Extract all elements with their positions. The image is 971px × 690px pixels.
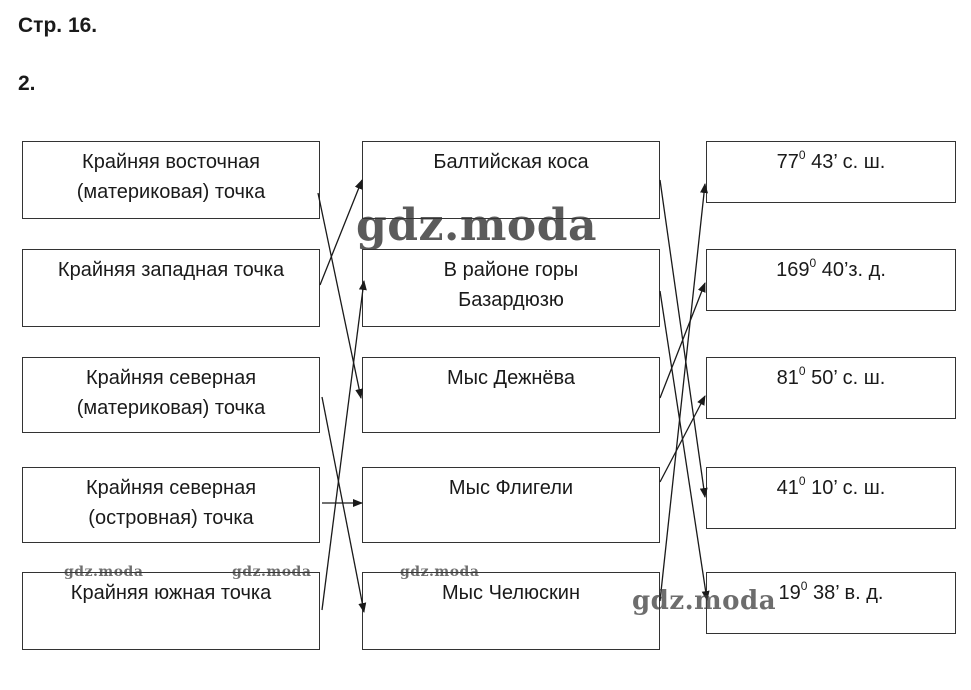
box-line: Крайняя южная точка — [70, 582, 272, 604]
coord-degrees: 81 — [776, 367, 799, 389]
coordinate-text — [707, 147, 955, 177]
watermark-small: gdz.moda — [64, 564, 144, 580]
task-number: 2. — [18, 72, 36, 95]
right-box-coord-3 — [706, 357, 956, 419]
arrow-west-to-baltic — [320, 180, 362, 285]
coord-minutes: 10’ с. ш. — [805, 477, 886, 499]
box-line: Крайняя западная точка — [57, 259, 285, 281]
right-box-coord-5 — [706, 572, 956, 634]
coord-degree-mark: 0 — [798, 364, 806, 378]
coord-minutes: 38’ в. д. — [807, 582, 884, 604]
coordinate-text — [707, 363, 955, 393]
coordinate-text — [707, 473, 955, 503]
coord-degree-mark: 0 — [809, 256, 817, 270]
coord-minutes: 43’ с. ш. — [805, 151, 886, 173]
coord-degrees: 169 — [776, 259, 810, 281]
middle-box-fligeli — [362, 467, 660, 543]
middle-box-chelyuskin — [362, 572, 660, 650]
coord-degree-mark: 0 — [800, 579, 808, 593]
box-line: Крайняя северная — [85, 477, 257, 499]
arrow-east-to-dezhnev — [318, 193, 361, 398]
box-line: Базардюзю — [458, 289, 564, 311]
right-box-coord-4 — [706, 467, 956, 529]
box-line: (материковая) точка — [76, 181, 266, 203]
arrow-chelyuskin-to-coord1 — [660, 184, 705, 601]
middle-box-baltic-spit — [362, 141, 660, 219]
middle-box-dezhnev — [362, 357, 660, 433]
page-reference: Стр. 16. — [18, 14, 98, 37]
watermark-small: gdz.moda — [400, 564, 480, 580]
arrow-dezhnev-to-coord2 — [660, 283, 705, 398]
coord-degree-mark: 0 — [798, 148, 806, 162]
box-line: Мыс Челюскин — [441, 582, 581, 604]
arrow-bazarduzu-to-coord5 — [660, 291, 707, 600]
arrow-south-to-bazarduzu — [322, 281, 364, 610]
coord-minutes: 50’ с. ш. — [805, 367, 886, 389]
right-box-coord-2 — [706, 249, 956, 311]
coord-minutes: 40’з. д. — [816, 259, 886, 281]
right-box-coord-1 — [706, 141, 956, 203]
coord-degrees: 19 — [778, 582, 801, 604]
left-box-west — [22, 249, 320, 327]
watermark-small: gdz.moda — [232, 564, 312, 580]
box-line: Мыс Дежнёва — [446, 367, 576, 389]
left-box-north-island — [22, 467, 320, 543]
coord-degree-mark: 0 — [798, 474, 806, 488]
box-line: (островная) точка — [88, 507, 254, 529]
watermark-large: gdz.moda — [356, 200, 598, 251]
coordinate-text — [707, 578, 955, 608]
box-line: Балтийская коса — [433, 151, 589, 173]
watermark-medium: gdz.moda — [632, 586, 777, 616]
left-box-east — [22, 141, 320, 219]
arrow-baltic-to-coord4 — [660, 180, 705, 497]
box-line: (материковая) точка — [76, 397, 266, 419]
arrow-fligeli-to-coord3 — [660, 396, 705, 482]
arrow-northmain-to-chelyuskin — [322, 397, 364, 612]
box-line: В районе горы — [443, 259, 579, 281]
coord-degrees: 77 — [776, 151, 799, 173]
box-line: Крайняя северная — [85, 367, 257, 389]
coord-degrees: 41 — [776, 477, 799, 499]
box-line: Крайняя восточная — [82, 151, 260, 173]
coordinate-text — [707, 255, 955, 285]
left-box-north-mainland — [22, 357, 320, 433]
middle-box-bazarduzu — [362, 249, 660, 327]
box-line: Мыс Флигели — [448, 477, 574, 499]
left-box-south — [22, 572, 320, 650]
